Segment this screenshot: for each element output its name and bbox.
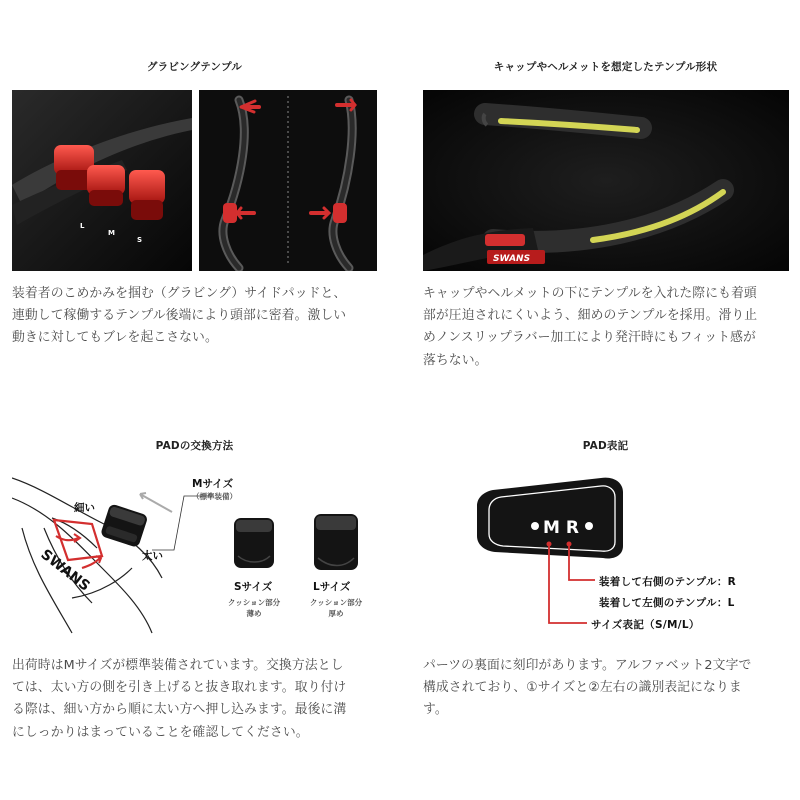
text-line: ては、太い方の側を引き上げると抜き取れます。取り付け [12,680,347,696]
text-line: 落ちない。 [423,352,488,368]
size-letter-l: L [80,222,85,230]
s-note-line-2: 薄め [246,609,262,618]
pad-marking-heading: PAD表記 [582,440,629,452]
size-letter-s: S [137,236,143,244]
pad-exchange-heading: PADの交換方法 [155,440,234,452]
l-size-note [306,597,366,619]
pad-marking-description [423,655,795,722]
cap-helmet-temple-photo [423,90,789,271]
text-line: 出荷時はMサイズが標準装備されています。交換方法とし [12,658,344,673]
grabbing-temple-photo [199,90,377,271]
l-note-line-1: クッション部分 [309,598,363,607]
grabbing-description [12,283,382,350]
s-size-note [224,597,284,619]
m-size-label: Mサイズ [192,478,234,490]
brand-mark: SWANS [493,254,531,264]
pad-exchange-diagram [12,468,382,638]
m-size-note: （標準装備） [192,492,237,501]
pad-marking-diagram [423,470,789,640]
text-line: 部が圧迫されにくいよう、細めのテンプルを採用。滑り止 [423,308,758,324]
text-line: る際は、細い方から順に太い方へ押し込みます。最後に溝 [12,702,347,718]
grabbing-heading: グラビングテンプル [146,61,243,73]
callout-right-temple: 装着して右側のテンプル：R [599,576,737,588]
l-size-label: Lサイズ [313,581,351,593]
thick-label: 太い [142,550,163,562]
cap-helmet-heading: キャップやヘルメットを想定したテンプル形状 [493,61,718,73]
thin-label: 細い [74,502,95,514]
callout-left-temple: 装着して左側のテンプル：L [599,597,735,609]
size-letter-m: M [108,229,115,237]
text-line: パーツの裏面に刻印があります。アルファベット2文字で [423,658,752,673]
text-line: キャップやヘルメットの下にテンプルを入れた際にも着頭 [423,286,757,301]
l-note-line-2: 厚め [328,609,344,618]
text-line: す。 [423,702,448,718]
s-note-line-1: クッション部分 [227,598,281,607]
text-line: めノンスリップラバー加工により発汗時にもフィット感が [423,330,756,346]
pad-letters: M R [543,518,579,538]
text-line: にしっかりはまっていることを確認してください。 [12,724,309,740]
cap-helmet-description [423,283,795,372]
s-size-label: Sサイズ [234,581,273,593]
text-line: 連動して稼働するテンプル後端により頭部に密着。激しい [12,308,347,324]
text-line: 構成されており、①サイズと②左右の識別表記になりま [423,680,742,696]
diagram-brand-mark: SWANS [37,546,93,595]
grabbing-pads-photo [12,90,192,271]
text-line: 装着者のこめかみを掴む（グラビング）サイドパッドと、 [12,286,347,301]
pad-exchange-description [12,655,384,744]
text-line: 動きに対してもブレを起こさない。 [12,330,218,346]
callout-size-marking: サイズ表記（S/M/L） [591,619,700,631]
